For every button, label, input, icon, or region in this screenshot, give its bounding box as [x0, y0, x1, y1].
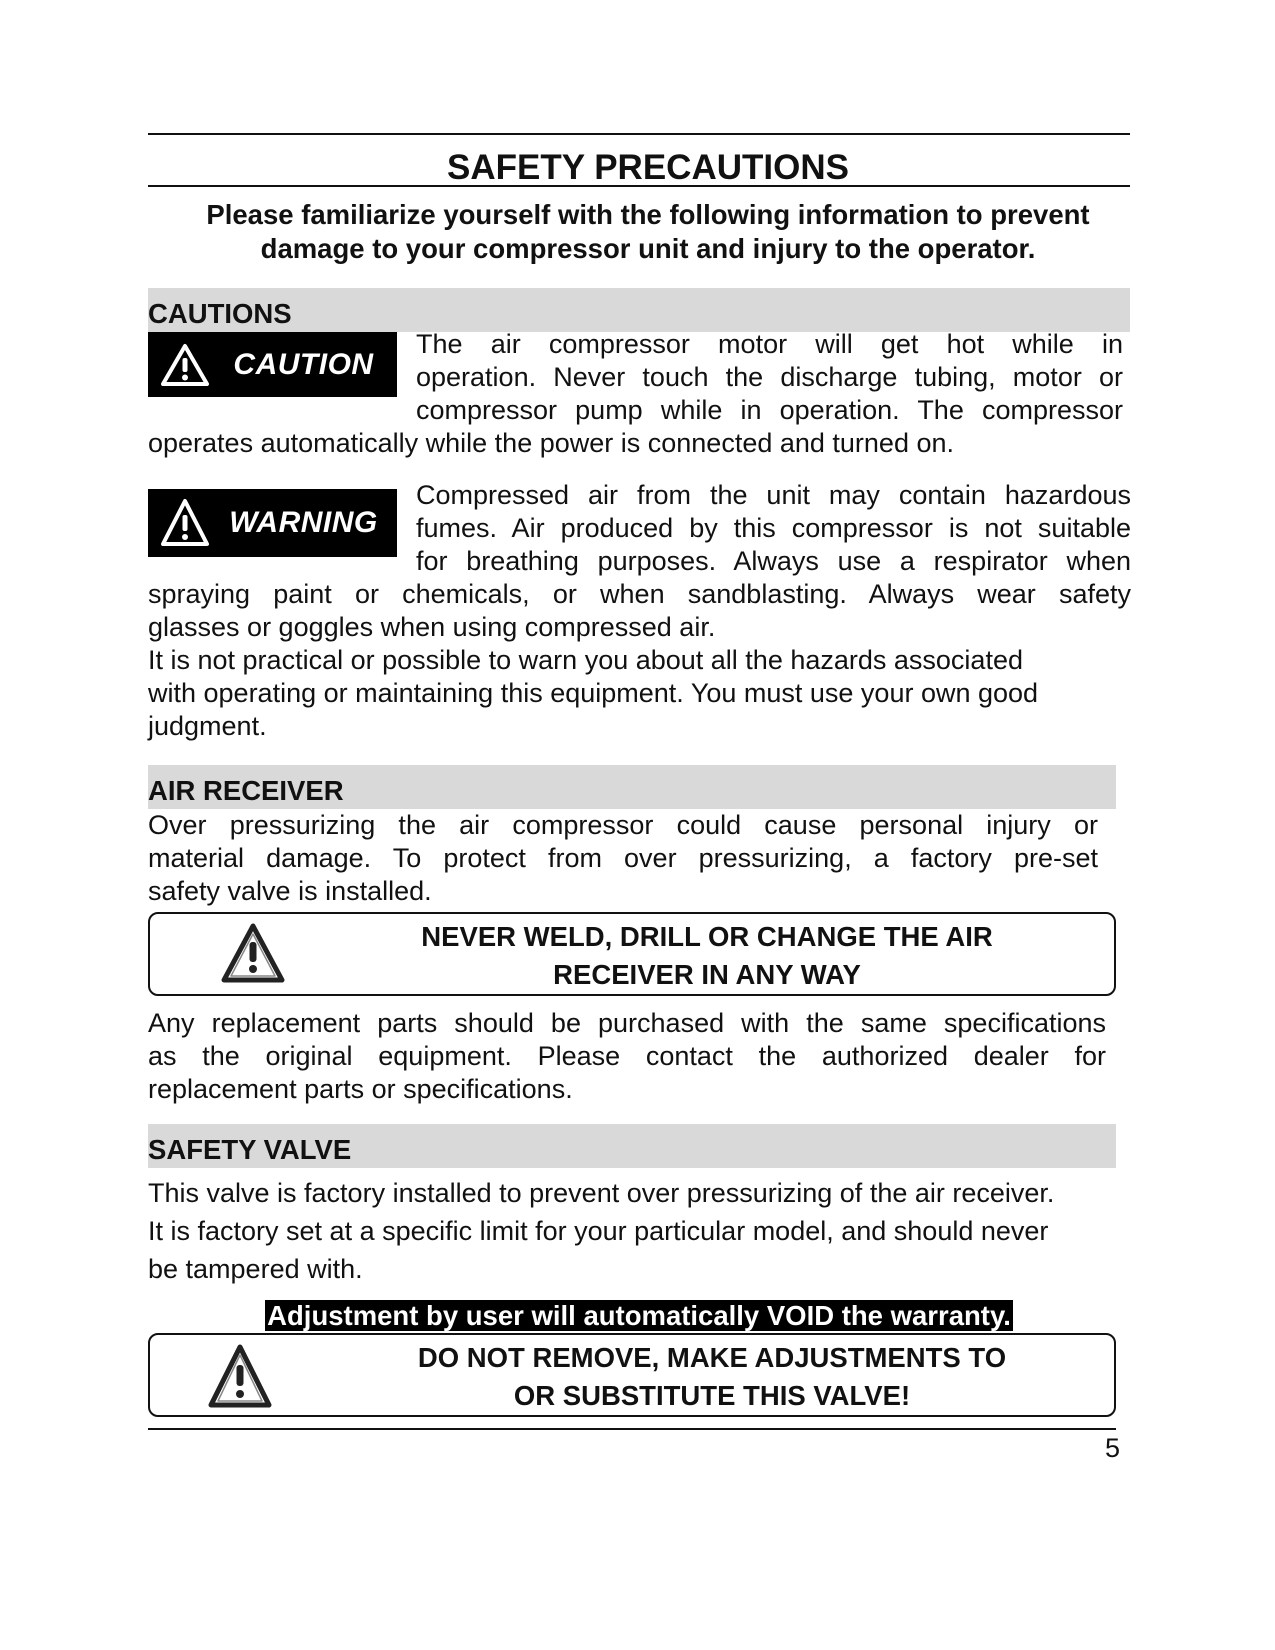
notice-text — [300, 918, 1114, 994]
title-underline — [148, 185, 1130, 187]
void-warranty-notice: Adjustment by user will automatically VOID the warranty. — [267, 1300, 1011, 1331]
text-line: This valve is factory installed to prevent over pressurizing of the air receiver. — [148, 1178, 1055, 1208]
bottom-rule — [148, 1428, 1116, 1430]
text-line: Any replacement parts should be purchased with the same specifications — [148, 1008, 1106, 1038]
notice-box-never-weld — [148, 912, 1116, 996]
warning-badge-label: WARNING — [229, 506, 378, 539]
notice-box-do-not-remove — [148, 1333, 1116, 1417]
text-line: Over pressurizing the air compressor could cause personal injury or — [148, 810, 1098, 840]
text-line: compressor pump while in operation. The compressor — [416, 395, 1123, 425]
text-line: as the original equipment. Please contact the authorized dealer for — [148, 1041, 1106, 1071]
caution-text-full: operates automatically while the power is connected and turned on. — [148, 428, 954, 458]
replacement-parts-paragraph — [148, 1007, 1106, 1106]
text-line: The air compressor motor will get hot while in — [416, 329, 1123, 359]
safety-valve-paragraph — [148, 1174, 1138, 1288]
air-receiver-paragraph — [148, 809, 1098, 908]
text-line: It is not practical or possible to warn you about all the hazards associated — [148, 645, 1023, 675]
intro-line: Please familiarize yourself with the following information to prevent — [206, 199, 1090, 230]
caution-badge-label: CAUTION — [233, 347, 374, 381]
page-number: 5 — [1104, 1433, 1120, 1463]
void-warranty-notice-wrap — [148, 1299, 1130, 1333]
notice-text — [310, 1339, 1114, 1415]
section-heading-label: SAFETY VALVE — [148, 1134, 352, 1165]
intro-line: damage to your compressor unit and injury to the operator. — [260, 233, 1036, 264]
text-line: fumes. Air produced by this compressor is not suitable — [416, 513, 1131, 543]
text-line: It is factory set at a specific limit for your particular model, and should never — [148, 1216, 1049, 1246]
text-line: be tampered with. — [148, 1254, 363, 1284]
warning-triangle-icon — [160, 343, 210, 387]
warning-triangle-icon — [220, 922, 286, 986]
warning-triangle-icon — [207, 1343, 273, 1411]
text-line: replacement parts or specifications. — [148, 1074, 573, 1104]
warning-triangle-icon — [160, 498, 210, 548]
text-line: operation. Never touch the discharge tubing, motor or — [416, 362, 1123, 392]
text-line: Compressed air from the unit may contain hazardous — [416, 480, 1131, 510]
text-line: for breathing purposes. Always use a respirator when — [416, 546, 1131, 576]
hazard-paragraph — [148, 644, 1108, 743]
section-heading-safety-valve — [148, 1124, 1116, 1168]
text-line: judgment. — [148, 711, 267, 741]
text-line: safety valve is installed. — [148, 876, 432, 906]
page-title: SAFETY PRECAUTIONS — [447, 148, 849, 187]
text-line: with operating or maintaining this equipment. You must use your own good — [148, 678, 1039, 708]
warning-text-full — [148, 578, 1131, 644]
notice-line: RECEIVER IN ANY WAY — [553, 959, 861, 990]
text-line: material damage. To protect from over pressurizing, a factory pre-set — [148, 843, 1098, 873]
section-heading-label: AIR RECEIVER — [148, 775, 344, 806]
notice-line: DO NOT REMOVE, MAKE ADJUSTMENTS TO — [417, 1342, 1007, 1373]
section-heading-cautions — [148, 288, 1130, 332]
warning-text-wrap — [416, 479, 1131, 578]
text-line: glasses or goggles when using compressed air. — [148, 612, 716, 642]
section-heading-label: CAUTIONS — [148, 298, 292, 329]
caution-badge — [148, 332, 397, 397]
section-heading-air-receiver — [148, 765, 1116, 809]
caution-text-wrap — [416, 328, 1123, 427]
top-rule — [148, 133, 1130, 135]
notice-line: OR SUBSTITUTE THIS VALVE! — [513, 1380, 911, 1411]
intro-text — [148, 198, 1148, 266]
warning-badge — [148, 489, 397, 557]
notice-line: NEVER WELD, DRILL OR CHANGE THE AIR — [421, 921, 993, 952]
text-line: spraying paint or chemicals, or when sandblasting. Always wear safety — [148, 579, 1131, 609]
